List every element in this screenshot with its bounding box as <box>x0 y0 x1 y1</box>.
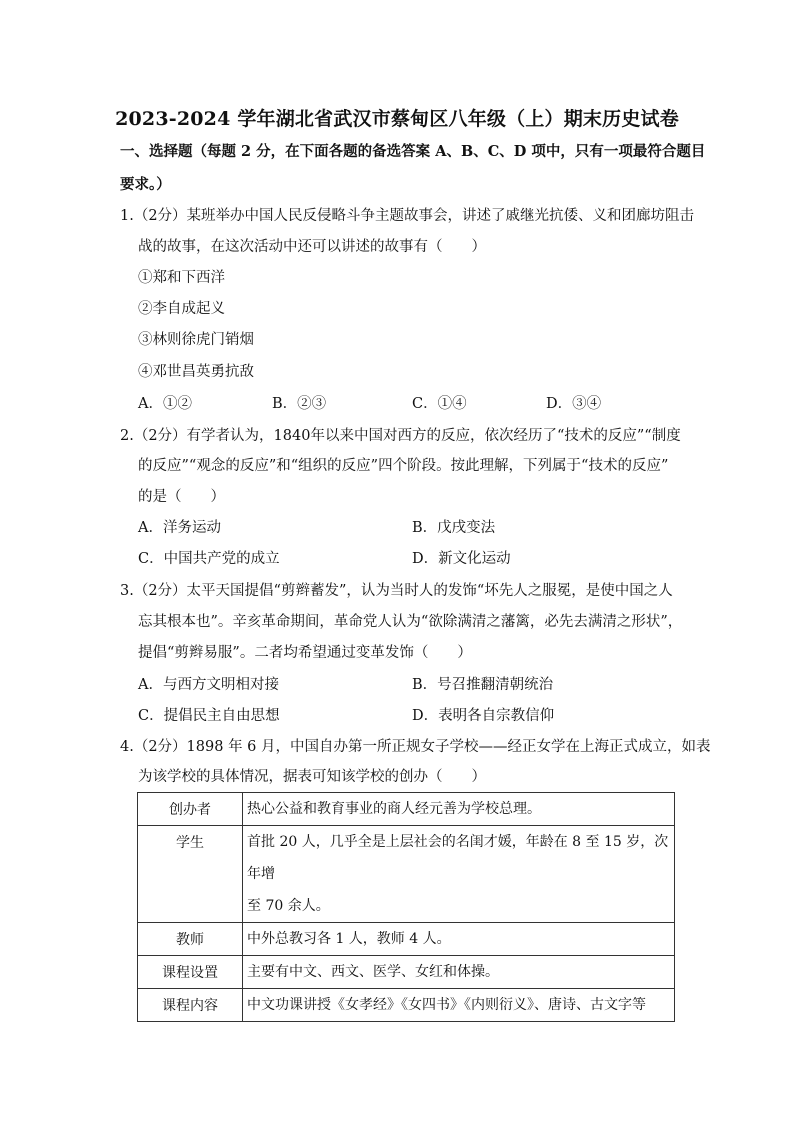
q1-option-a[interactable]: A．①② <box>138 396 192 412</box>
q1-option-c[interactable]: C．①④ <box>412 396 467 412</box>
table-value-students-line1: 首批 20 人，几乎全是上层社会的名闺才媛，年龄在 8 至 15 岁，次年增 <box>247 834 669 882</box>
q2-option-a[interactable]: A．洋务运动 <box>138 520 221 536</box>
q2-option-d[interactable]: D．新文化运动 <box>412 551 511 567</box>
school-info-table <box>137 792 675 1022</box>
table-key-students <box>138 826 243 923</box>
q2-option-c[interactable]: C．中国共产党的成立 <box>138 551 280 567</box>
q2-option-b[interactable]: B．戊戌变法 <box>412 520 496 536</box>
table-value-curriculum: 主要有中文、西文、医学、女红和体操。 <box>243 956 675 989</box>
table-key-content: 课程内容 <box>138 989 243 1022</box>
q3-option-d[interactable]: D．表明各自宗教信仰 <box>412 708 555 724</box>
q1-stem-line2: 战的故事，在这次活动中还可以讲述的故事有（ ） <box>138 239 486 255</box>
table-row <box>138 956 675 989</box>
q3-stem-line3: 提倡“剪辫易服”。二者均希望通过变革发饰（ ） <box>138 645 472 661</box>
q2-stem-line2: 的反应”“观念的反应”和“组织的反应”四个阶段。按此理解，下列属于“技术的反应” <box>138 458 669 474</box>
section-heading-line2: 要求。） <box>120 176 171 193</box>
q3-stem-line1: 3.（2分）太平天国提倡“剪辫蓄发”，认为当时人的发饰“坏先人之服冕，是使中国之人 <box>120 583 673 599</box>
q1-item-3: ③林则徐虎门销烟 <box>138 332 254 348</box>
q2-stem-line1: 2.（2分）有学者认为，1840年以来中国对西方的反应，依次经历了“技术的反应”“制度 <box>120 428 681 444</box>
exam-title: 2023-2024 学年湖北省武汉市蔡甸区八年级（上）期末历史试卷 <box>115 108 679 130</box>
table-row <box>138 989 675 1022</box>
table-value-content: 中文功课讲授《女孝经》《女四书》《内则衍义》、唐诗、古文字等 <box>243 989 675 1022</box>
table-key-founder: 创办者 <box>138 793 243 826</box>
section-heading-line1: 一、选择题（每题 2 分，在下面各题的备选答案 A、B、C、D 项中，只有一项最符合题目 <box>120 143 706 160</box>
q1-option-d[interactable]: D．③④ <box>546 396 602 412</box>
q1-stem-line1: 1.（2分）某班举办中国人民反侵略斗争主题故事会，讲述了戚继光抗倭、义和团廊坊阻击 <box>120 208 695 224</box>
table-row <box>138 923 675 956</box>
q3-option-a[interactable]: A．与西方文明相对接 <box>138 677 279 693</box>
table-value-teachers: 中外总教习各 1 人，教师 4 人。 <box>243 923 675 956</box>
q1-item-2: ②李自成起义 <box>138 301 225 317</box>
q4-stem-line1: 4.（2分）1898 年 6 月，中国自办第一所正规女子学校——经正女学在上海正式成立，如表 <box>120 739 711 755</box>
q2-stem-line3: 的是（ ） <box>138 489 225 505</box>
table-key-students-text: 学生 <box>176 835 204 851</box>
table-key-curriculum: 课程设置 <box>138 956 243 989</box>
q3-option-c[interactable]: C．提倡民主自由思想 <box>138 708 280 724</box>
table-value-students <box>243 826 675 923</box>
table-value-students-line2: 至 70 余人。 <box>247 898 330 914</box>
q1-item-4: ④邓世昌英勇抗敌 <box>138 364 254 380</box>
table-value-founder: 热心公益和教育事业的商人经元善为学校总理。 <box>243 793 675 826</box>
q1-option-b[interactable]: B．②③ <box>272 396 327 412</box>
q1-item-1: ①郑和下西洋 <box>138 270 225 286</box>
q4-stem-line2: 为该学校的具体情况，据表可知该学校的创办（ ） <box>138 769 486 785</box>
table-key-teachers: 教师 <box>138 923 243 956</box>
q3-option-b[interactable]: B．号召推翻清朝统治 <box>412 677 554 693</box>
table-row <box>138 793 675 826</box>
table-row <box>138 826 675 923</box>
q3-stem-line2: 忘其根本也”。辛亥革命期间，革命党人认为“欲除满清之藩篱，必先去满清之形状”， <box>138 614 683 630</box>
